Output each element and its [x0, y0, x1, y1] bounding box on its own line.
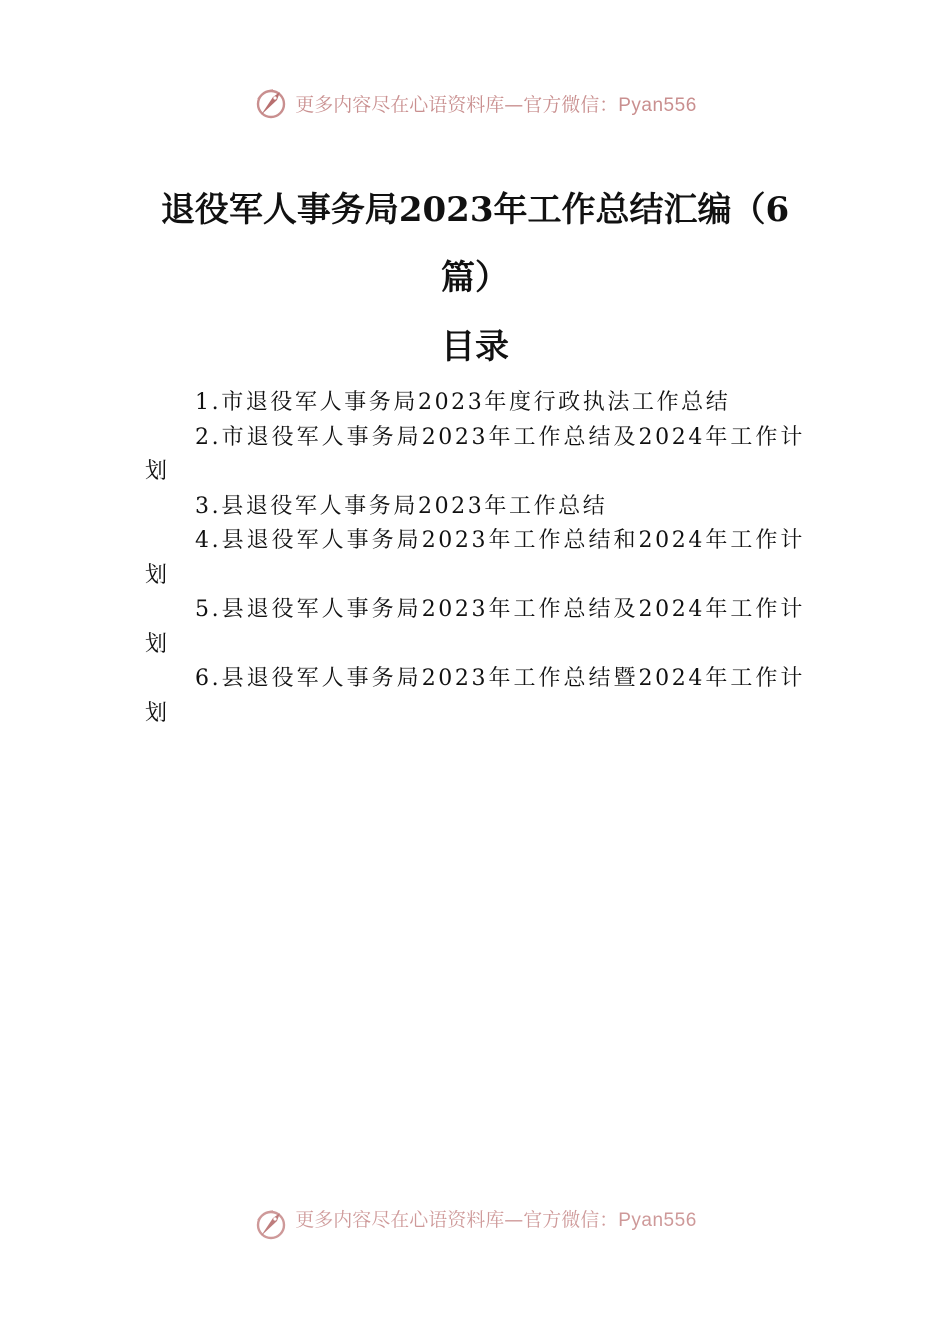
document-title-line1: 退役军人事务局2023年工作总结汇编（6 — [160, 190, 790, 230]
toc-item-3[interactable]: 3.县退役军人事务局2023年工作总结 — [195, 493, 608, 519]
toc-item-4[interactable]: 4.县退役军人事务局2023年工作总结和2024年工作计划 — [145, 528, 805, 588]
toc-item-6[interactable]: 6.县退役军人事务局2023年工作总结暨2024年工作计划 — [145, 666, 805, 726]
watermark-text — [295, 1205, 697, 1232]
watermark-handle: Pyan556 — [618, 1209, 697, 1231]
header-watermark — [0, 84, 950, 122]
watermark-handle: Pyan556 — [618, 94, 697, 116]
table-of-contents — [145, 386, 805, 731]
toc-item-2[interactable]: 2.市退役军人事务局2023年工作总结及2024年工作计划 — [145, 424, 805, 484]
document-title-line2: 篇） — [441, 258, 509, 298]
toc-heading: 目录 — [441, 327, 509, 367]
pen-nib-icon — [253, 85, 289, 121]
watermark-slogan: 更多内容尽在心语资料库—官方微信： — [295, 93, 619, 116]
pen-nib-icon — [253, 1206, 289, 1242]
watermark-text — [295, 90, 697, 117]
toc-item-5[interactable]: 5.县退役军人事务局2023年工作总结及2024年工作计划 — [145, 597, 805, 657]
watermark-slogan: 更多内容尽在心语资料库—官方微信： — [295, 1208, 619, 1231]
footer-watermark — [0, 1206, 950, 1242]
toc-item-1[interactable]: 1.市退役军人事务局2023年度行政执法工作总结 — [195, 390, 731, 415]
